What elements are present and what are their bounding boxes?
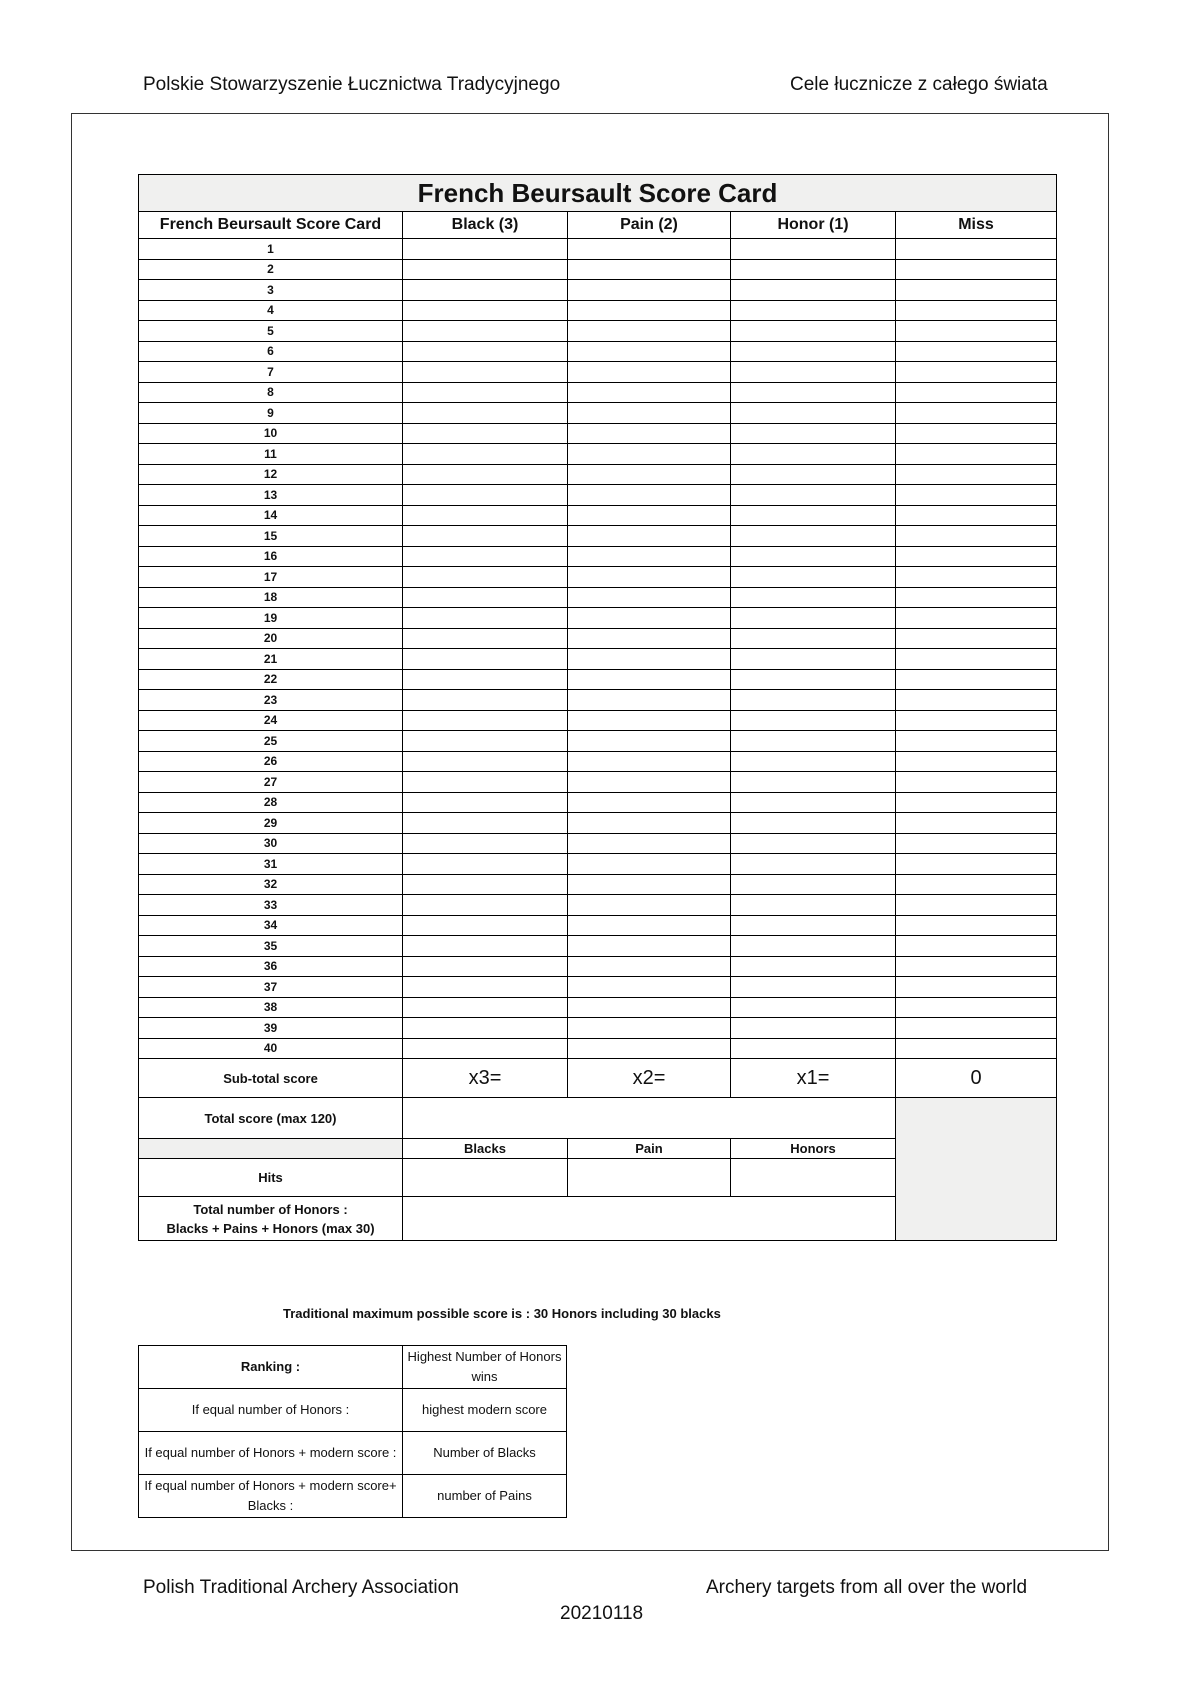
pain-cell[interactable] [568, 854, 731, 875]
black-cell[interactable] [403, 546, 568, 567]
black-cell[interactable] [403, 423, 568, 444]
honor-cell[interactable] [731, 895, 896, 916]
score-row [139, 300, 1057, 321]
miss-cell[interactable] [896, 546, 1057, 567]
score-row [139, 936, 1057, 957]
honor-cell[interactable] [731, 915, 896, 936]
black-cell[interactable] [403, 567, 568, 588]
end-number: 6 [139, 341, 403, 362]
score-row [139, 239, 1057, 260]
score-row [139, 854, 1057, 875]
black-cell[interactable] [403, 813, 568, 834]
miss-cell[interactable] [896, 915, 1057, 936]
score-row [139, 710, 1057, 731]
honor-cell[interactable] [731, 813, 896, 834]
black-cell[interactable] [403, 485, 568, 506]
hits-header-blank [139, 1139, 403, 1159]
total-value-cell[interactable] [403, 1098, 896, 1139]
end-number: 7 [139, 362, 403, 383]
pain-cell[interactable] [568, 259, 731, 280]
score-card-title: French Beursault Score Card [139, 175, 1057, 212]
footer-left: Polish Traditional Archery Association [143, 1577, 459, 1598]
miss-cell[interactable] [896, 444, 1057, 465]
subtotal-pain[interactable]: x2= [568, 1059, 731, 1098]
pain-cell[interactable] [568, 1038, 731, 1059]
honor-cell[interactable] [731, 751, 896, 772]
honor-cell[interactable] [731, 546, 896, 567]
pain-cell[interactable] [568, 464, 731, 485]
miss-cell[interactable] [896, 300, 1057, 321]
end-number: 21 [139, 649, 403, 670]
honor-cell[interactable] [731, 874, 896, 895]
score-row [139, 915, 1057, 936]
end-number: 14 [139, 505, 403, 526]
honor-cell[interactable] [731, 772, 896, 793]
footer-date: 20210118 [560, 1603, 644, 1624]
black-cell[interactable] [403, 300, 568, 321]
pain-cell[interactable] [568, 833, 731, 854]
black-cell[interactable] [403, 792, 568, 813]
honor-cell[interactable] [731, 464, 896, 485]
black-cell[interactable] [403, 587, 568, 608]
total-label: Total score (max 120) [139, 1098, 403, 1139]
score-row [139, 546, 1057, 567]
miss-cell[interactable] [896, 259, 1057, 280]
pain-cell[interactable] [568, 977, 731, 998]
ranking-row [139, 1389, 567, 1432]
black-cell[interactable] [403, 956, 568, 977]
end-number: 13 [139, 485, 403, 506]
footer-right: Archery targets from all over the world [706, 1577, 1028, 1598]
score-row [139, 403, 1057, 424]
score-row [139, 485, 1057, 506]
end-number: 35 [139, 936, 403, 957]
end-number: 22 [139, 669, 403, 690]
pain-cell[interactable] [568, 300, 731, 321]
miss-cell[interactable] [896, 936, 1057, 957]
max-score-note: Traditional maximum possible score is : 30 Honors including 30 blacks [283, 1306, 721, 1321]
black-cell[interactable] [403, 731, 568, 752]
pain-cell[interactable] [568, 403, 731, 424]
black-cell[interactable] [403, 772, 568, 793]
pain-cell[interactable] [568, 956, 731, 977]
pain-cell[interactable] [568, 628, 731, 649]
miss-cell[interactable] [896, 1038, 1057, 1059]
honor-cell[interactable] [731, 977, 896, 998]
column-header-black: Black (3) [403, 212, 568, 239]
end-number: 40 [139, 1038, 403, 1059]
score-row [139, 280, 1057, 301]
ranking-label: If equal number of Honors + modern score : [139, 1432, 403, 1475]
black-cell[interactable] [403, 526, 568, 547]
honor-cell[interactable] [731, 341, 896, 362]
black-cell[interactable] [403, 464, 568, 485]
end-number: 8 [139, 382, 403, 403]
black-cell[interactable] [403, 382, 568, 403]
miss-cell[interactable] [896, 854, 1057, 875]
honor-cell[interactable] [731, 526, 896, 547]
end-number: 34 [139, 915, 403, 936]
honor-cell[interactable] [731, 669, 896, 690]
black-cell[interactable] [403, 403, 568, 424]
black-cell[interactable] [403, 608, 568, 629]
hits-header-pain: Pain [568, 1139, 731, 1159]
score-card-table [138, 174, 1057, 1241]
score-row [139, 505, 1057, 526]
honor-cell[interactable] [731, 444, 896, 465]
end-number: 32 [139, 874, 403, 895]
honor-cell[interactable] [731, 731, 896, 752]
honor-cell[interactable] [731, 628, 896, 649]
pain-cell[interactable] [568, 874, 731, 895]
miss-cell[interactable] [896, 321, 1057, 342]
miss-cell[interactable] [896, 485, 1057, 506]
pain-cell[interactable] [568, 362, 731, 383]
score-row [139, 464, 1057, 485]
ranking-row [139, 1475, 567, 1518]
pain-cell[interactable] [568, 526, 731, 547]
end-number: 28 [139, 792, 403, 813]
miss-cell[interactable] [896, 649, 1057, 670]
black-cell[interactable] [403, 997, 568, 1018]
miss-cell[interactable] [896, 895, 1057, 916]
header-left: Polskie Stowarzyszenie Łucznictwa Tradycyjnego [143, 74, 561, 95]
score-row [139, 526, 1057, 547]
column-header-end: French Beursault Score Card [139, 212, 403, 239]
subtotal-black[interactable]: x3= [403, 1059, 568, 1098]
score-row [139, 690, 1057, 711]
black-cell[interactable] [403, 444, 568, 465]
hits-blacks-cell[interactable] [403, 1159, 568, 1197]
ranking-value: Highest Number of Honors wins [403, 1346, 567, 1389]
black-cell[interactable] [403, 833, 568, 854]
score-row [139, 772, 1057, 793]
ranking-label: Ranking : [139, 1346, 403, 1389]
pain-cell[interactable] [568, 608, 731, 629]
honor-cell[interactable] [731, 833, 896, 854]
score-row [139, 649, 1057, 670]
end-number: 25 [139, 731, 403, 752]
honor-cell[interactable] [731, 997, 896, 1018]
black-cell[interactable] [403, 915, 568, 936]
black-cell[interactable] [403, 751, 568, 772]
pain-cell[interactable] [568, 813, 731, 834]
end-number: 38 [139, 997, 403, 1018]
hits-header-blacks: Blacks [403, 1139, 568, 1159]
column-header-pain: Pain (2) [568, 212, 731, 239]
score-row [139, 956, 1057, 977]
total-row [139, 1098, 1057, 1139]
miss-cell[interactable] [896, 813, 1057, 834]
miss-cell[interactable] [896, 833, 1057, 854]
end-number: 2 [139, 259, 403, 280]
hits-pain-cell[interactable] [568, 1159, 731, 1197]
end-number: 31 [139, 854, 403, 875]
honors-total-label [139, 1197, 403, 1241]
score-row [139, 382, 1057, 403]
pain-cell[interactable] [568, 239, 731, 260]
pain-cell[interactable] [568, 669, 731, 690]
miss-cell[interactable] [896, 792, 1057, 813]
black-cell[interactable] [403, 874, 568, 895]
pain-cell[interactable] [568, 649, 731, 670]
pain-cell[interactable] [568, 1018, 731, 1039]
miss-cell[interactable] [896, 362, 1057, 383]
score-row [139, 977, 1057, 998]
black-cell[interactable] [403, 1018, 568, 1039]
miss-cell[interactable] [896, 628, 1057, 649]
miss-cell[interactable] [896, 526, 1057, 547]
black-cell[interactable] [403, 710, 568, 731]
black-cell[interactable] [403, 321, 568, 342]
score-row [139, 444, 1057, 465]
honor-cell[interactable] [731, 300, 896, 321]
honors-total-line2: Blacks + Pains + Honors (max 30) [166, 1220, 375, 1236]
end-number: 37 [139, 977, 403, 998]
hits-label: Hits [139, 1159, 403, 1197]
black-cell[interactable] [403, 669, 568, 690]
end-number: 29 [139, 813, 403, 834]
miss-cell[interactable] [896, 710, 1057, 731]
black-cell[interactable] [403, 362, 568, 383]
pain-cell[interactable] [568, 772, 731, 793]
miss-cell[interactable] [896, 505, 1057, 526]
miss-cell[interactable] [896, 239, 1057, 260]
miss-cell[interactable] [896, 1018, 1057, 1039]
honor-cell[interactable] [731, 587, 896, 608]
end-number: 12 [139, 464, 403, 485]
pain-cell[interactable] [568, 936, 731, 957]
end-number: 10 [139, 423, 403, 444]
miss-cell[interactable] [896, 587, 1057, 608]
honor-cell[interactable] [731, 710, 896, 731]
score-row [139, 874, 1057, 895]
score-row [139, 362, 1057, 383]
score-row [139, 608, 1057, 629]
miss-cell[interactable] [896, 772, 1057, 793]
end-number: 1 [139, 239, 403, 260]
black-cell[interactable] [403, 505, 568, 526]
end-number: 4 [139, 300, 403, 321]
subtotal-honor[interactable]: x1= [731, 1059, 896, 1098]
column-headers [139, 212, 1057, 239]
ranking-row [139, 1346, 567, 1389]
honor-cell[interactable] [731, 608, 896, 629]
honor-cell[interactable] [731, 280, 896, 301]
miss-cell[interactable] [896, 608, 1057, 629]
honor-cell[interactable] [731, 1018, 896, 1039]
subtotal-label: Sub-total score [139, 1059, 403, 1098]
score-row [139, 1038, 1057, 1059]
miss-cell[interactable] [896, 997, 1057, 1018]
miss-cell[interactable] [896, 567, 1057, 588]
honor-cell[interactable] [731, 362, 896, 383]
honor-cell[interactable] [731, 936, 896, 957]
pain-cell[interactable] [568, 792, 731, 813]
end-number: 5 [139, 321, 403, 342]
ranking-value: number of Pains [403, 1475, 567, 1518]
honor-cell[interactable] [731, 1038, 896, 1059]
end-number: 18 [139, 587, 403, 608]
ranking-value: Number of Blacks [403, 1432, 567, 1475]
miss-cell[interactable] [896, 280, 1057, 301]
score-row [139, 813, 1057, 834]
black-cell[interactable] [403, 259, 568, 280]
honor-cell[interactable] [731, 567, 896, 588]
pain-cell[interactable] [568, 321, 731, 342]
score-row [139, 567, 1057, 588]
miss-cell[interactable] [896, 403, 1057, 424]
miss-cell[interactable] [896, 669, 1057, 690]
end-number: 19 [139, 608, 403, 629]
black-cell[interactable] [403, 1038, 568, 1059]
miss-cell[interactable] [896, 731, 1057, 752]
score-row [139, 321, 1057, 342]
score-row [139, 895, 1057, 916]
miss-cell[interactable] [896, 341, 1057, 362]
miss-cell[interactable] [896, 874, 1057, 895]
honor-cell[interactable] [731, 649, 896, 670]
score-row [139, 259, 1057, 280]
ranking-table [138, 1345, 567, 1518]
pain-cell[interactable] [568, 341, 731, 362]
end-number: 23 [139, 690, 403, 711]
honor-cell[interactable] [731, 382, 896, 403]
honor-cell[interactable] [731, 423, 896, 444]
black-cell[interactable] [403, 239, 568, 260]
end-number: 9 [139, 403, 403, 424]
end-number: 33 [139, 895, 403, 916]
black-cell[interactable] [403, 690, 568, 711]
black-cell[interactable] [403, 854, 568, 875]
honor-cell[interactable] [731, 690, 896, 711]
end-number: 15 [139, 526, 403, 547]
pain-cell[interactable] [568, 485, 731, 506]
score-row [139, 423, 1057, 444]
pain-cell[interactable] [568, 444, 731, 465]
end-number: 27 [139, 772, 403, 793]
black-cell[interactable] [403, 341, 568, 362]
honor-cell[interactable] [731, 956, 896, 977]
pain-cell[interactable] [568, 997, 731, 1018]
honor-cell[interactable] [731, 239, 896, 260]
black-cell[interactable] [403, 895, 568, 916]
honor-cell[interactable] [731, 321, 896, 342]
miss-cell[interactable] [896, 977, 1057, 998]
honors-total-cell[interactable] [403, 1197, 896, 1241]
black-cell[interactable] [403, 936, 568, 957]
miss-cell[interactable] [896, 382, 1057, 403]
end-number: 30 [139, 833, 403, 854]
pain-cell[interactable] [568, 751, 731, 772]
ranking-value: highest modern score [403, 1389, 567, 1432]
header-right: Cele łucznicze z całego świata [790, 74, 1048, 95]
pain-cell[interactable] [568, 587, 731, 608]
end-number: 26 [139, 751, 403, 772]
pain-cell[interactable] [568, 895, 731, 916]
pain-cell[interactable] [568, 731, 731, 752]
score-row [139, 833, 1057, 854]
end-number: 16 [139, 546, 403, 567]
black-cell[interactable] [403, 280, 568, 301]
honor-cell[interactable] [731, 403, 896, 424]
hits-honors-cell[interactable] [731, 1159, 896, 1197]
pain-cell[interactable] [568, 567, 731, 588]
score-row [139, 1018, 1057, 1039]
ranking-row [139, 1432, 567, 1475]
honor-cell[interactable] [731, 854, 896, 875]
subtotal-miss: 0 [896, 1059, 1057, 1098]
miss-cell[interactable] [896, 690, 1057, 711]
score-row [139, 628, 1057, 649]
pain-cell[interactable] [568, 505, 731, 526]
gray-block [896, 1098, 1057, 1241]
honor-cell[interactable] [731, 485, 896, 506]
end-number: 36 [139, 956, 403, 977]
hits-header-honors: Honors [731, 1139, 896, 1159]
subtotal-row [139, 1059, 1057, 1098]
ranking-label: If equal number of Honors : [139, 1389, 403, 1432]
miss-cell[interactable] [896, 464, 1057, 485]
black-cell[interactable] [403, 977, 568, 998]
score-row [139, 792, 1057, 813]
honor-cell[interactable] [731, 505, 896, 526]
miss-cell[interactable] [896, 751, 1057, 772]
black-cell[interactable] [403, 628, 568, 649]
pain-cell[interactable] [568, 710, 731, 731]
pain-cell[interactable] [568, 915, 731, 936]
column-header-honor: Honor (1) [731, 212, 896, 239]
ranking-label: If equal number of Honors + modern score+ Blacks : [139, 1475, 403, 1518]
score-row [139, 341, 1057, 362]
pain-cell[interactable] [568, 280, 731, 301]
pain-cell[interactable] [568, 423, 731, 444]
end-number: 24 [139, 710, 403, 731]
miss-cell[interactable] [896, 956, 1057, 977]
column-header-miss: Miss [896, 212, 1057, 239]
end-number: 39 [139, 1018, 403, 1039]
score-row [139, 587, 1057, 608]
black-cell[interactable] [403, 649, 568, 670]
honors-total-line1: Total number of Honors : [193, 1201, 348, 1217]
honor-cell[interactable] [731, 259, 896, 280]
score-row [139, 751, 1057, 772]
pain-cell[interactable] [568, 690, 731, 711]
end-number: 3 [139, 280, 403, 301]
score-row [139, 669, 1057, 690]
end-number: 17 [139, 567, 403, 588]
honor-cell[interactable] [731, 792, 896, 813]
end-number: 20 [139, 628, 403, 649]
score-row [139, 997, 1057, 1018]
end-number: 11 [139, 444, 403, 465]
pain-cell[interactable] [568, 382, 731, 403]
miss-cell[interactable] [896, 423, 1057, 444]
pain-cell[interactable] [568, 546, 731, 567]
score-row [139, 731, 1057, 752]
